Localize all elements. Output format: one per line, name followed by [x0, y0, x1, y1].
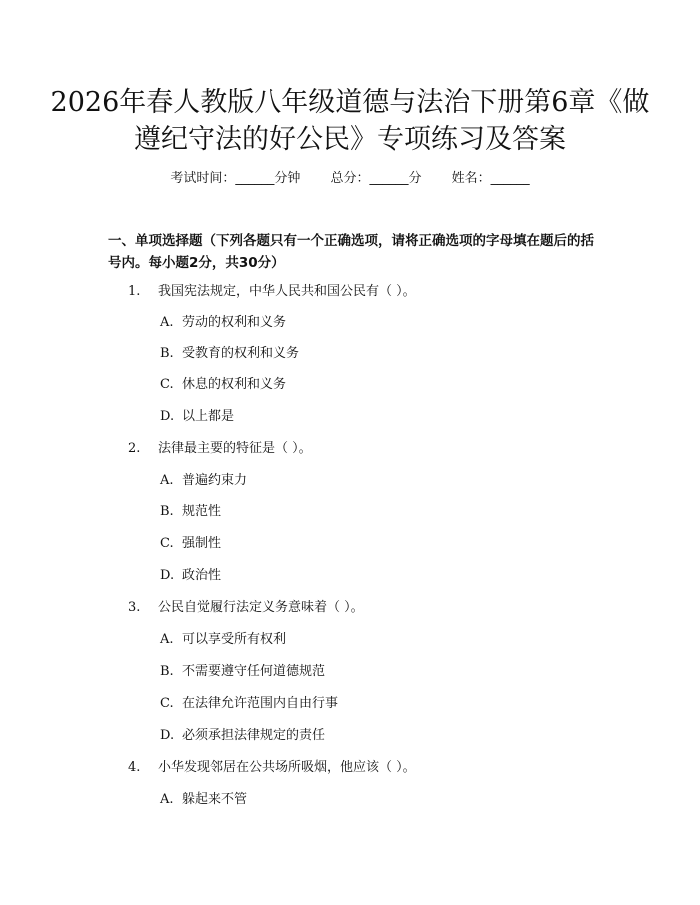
question-3-option-a — [160, 631, 286, 649]
question-1-option-d — [160, 408, 234, 426]
section-heading: 一、单项选择题（下列各题只有一个正确选项，请将正确选项的字母填在题后的括号内。每小题2分，共30分） — [108, 233, 594, 271]
question-text: 法律最主要的特征是（ ）。 — [158, 441, 312, 456]
question-3 — [128, 599, 364, 617]
option-letter: D. — [160, 409, 175, 424]
question-4 — [128, 759, 416, 777]
question-3-option-b — [160, 663, 325, 681]
option-text: 躲起来不管 — [182, 792, 248, 807]
option-letter: A. — [160, 792, 174, 807]
question-number: 4. — [128, 760, 141, 775]
option-text: 劳动的权利和义务 — [182, 315, 287, 330]
option-text: 强制性 — [182, 536, 222, 551]
question-1-option-c — [160, 376, 286, 394]
option-text: 规范性 — [182, 504, 222, 519]
option-letter: B. — [160, 504, 174, 519]
option-letter: D. — [160, 728, 175, 743]
option-text: 休息的权利和义务 — [182, 377, 287, 392]
question-2-option-b — [160, 503, 221, 521]
question-text: 公民自觉履行法定义务意味着（ ）。 — [158, 600, 364, 615]
option-letter: B. — [160, 346, 174, 361]
question-number: 2. — [128, 441, 141, 456]
option-text: 政治性 — [182, 568, 222, 583]
option-text: 普遍约束力 — [182, 473, 248, 488]
option-letter: C. — [160, 536, 174, 551]
option-text: 受教育的权利和义务 — [182, 346, 300, 361]
question-2-option-c — [160, 535, 221, 553]
exam-info-line — [0, 170, 700, 188]
student-name: 姓名：______ — [451, 171, 530, 186]
option-letter: A. — [160, 473, 174, 488]
option-letter: C. — [160, 377, 174, 392]
option-text: 不需要遵守任何道德规范 — [182, 664, 326, 679]
option-letter: D. — [160, 568, 175, 583]
option-text: 必须承担法律规定的责任 — [182, 728, 326, 743]
question-2-option-a — [160, 472, 247, 490]
option-text: 在法律允许范围内自由行事 — [182, 696, 339, 711]
option-letter: A. — [160, 632, 174, 647]
question-2 — [128, 440, 312, 458]
question-number: 1. — [128, 284, 141, 299]
question-4-option-a — [160, 791, 247, 809]
option-text: 以上都是 — [182, 409, 235, 424]
option-letter: B. — [160, 664, 174, 679]
question-3-option-d — [160, 727, 325, 745]
option-letter: C. — [160, 696, 174, 711]
exam-time: 考试时间：______分钟 — [170, 171, 301, 186]
question-text: 小华发现邻居在公共场所吸烟，他应该（ ）。 — [158, 760, 416, 775]
question-3-option-c — [160, 695, 338, 713]
question-number: 3. — [128, 600, 141, 615]
question-2-option-d — [160, 567, 221, 585]
option-text: 可以享受所有权利 — [182, 632, 287, 647]
question-1 — [128, 283, 416, 301]
document-title: 2026年春人教版八年级道德与法治下册第6章《做遵纪守法的好公民》专项练习及答案 — [50, 87, 650, 155]
total-score: 总分：______分 — [330, 171, 422, 186]
question-text: 我国宪法规定，中华人民共和国公民有（ ）。 — [158, 284, 416, 299]
question-1-option-b — [160, 345, 299, 363]
question-1-option-a — [160, 314, 286, 332]
option-letter: A. — [160, 315, 174, 330]
